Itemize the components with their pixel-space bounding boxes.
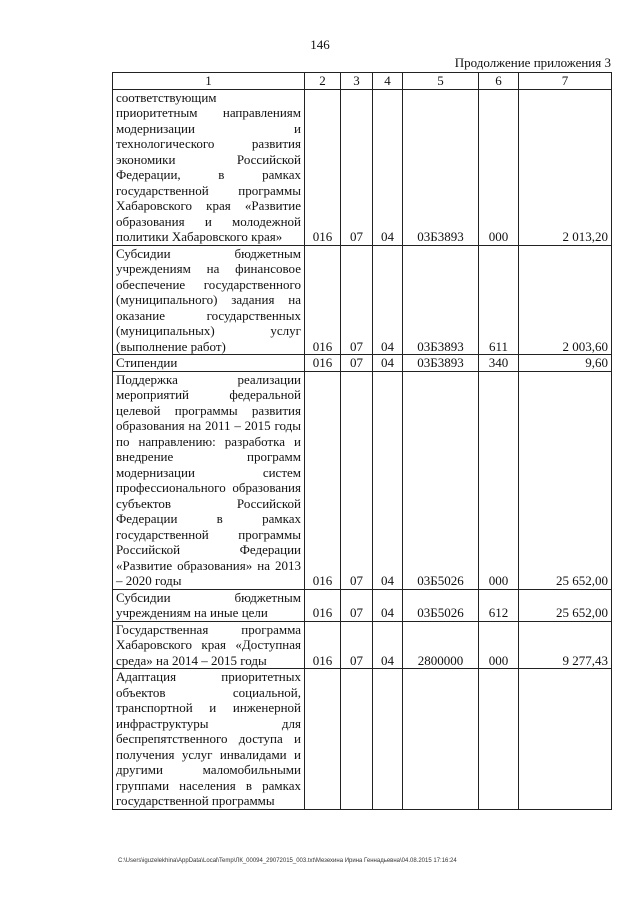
cell-code: 04 (373, 89, 403, 245)
cell-code: 000 (479, 621, 519, 669)
table-row (113, 371, 612, 589)
table-row (113, 669, 612, 810)
cell-code: 03Б3893 (403, 89, 479, 245)
cell-code: 07 (341, 89, 373, 245)
cell-code: 03Б3893 (403, 245, 479, 355)
cell-code: 000 (479, 371, 519, 589)
cell-sum: 2 013,20 (519, 89, 612, 245)
row-name: Поддержка реализации мероприятий федеральной целевой программы развития образования на 2011 – 2015 годы по направлению: разработка и внедрение программ модернизации систем профессионального образования субъектов Российской Федерации в рамках государственной программы Российской Федерации «Развитие образования» на 2013 – 2020 годы (113, 371, 305, 589)
cell-code: 07 (341, 245, 373, 355)
column-header: 6 (479, 73, 519, 90)
cell-sum: 25 652,00 (519, 589, 612, 621)
cell-code: 07 (341, 589, 373, 621)
file-path-footer: C:\Users\iguzelekhina\AppData\Local\Temp\ЛК_00094_29072015_003.txt\Мезехина Ирина Геннадьевна\04.08.2015 17:16:24 (118, 858, 457, 864)
cell-code: 2800000 (403, 621, 479, 669)
row-name: Государственная программа Хабаровского края «Доступная среда» на 2014 – 2015 годы (113, 621, 305, 669)
column-header: 7 (519, 73, 612, 90)
cell-code: 07 (341, 355, 373, 372)
cell-sum: 9,60 (519, 355, 612, 372)
table-row (113, 355, 612, 372)
row-name: Субсидии бюджетным учреждениям на финансовое обеспечение государственного (муниципального) задания на оказание государственных (муниципальных) услуг (выполнение работ) (113, 245, 305, 355)
column-header: 3 (341, 73, 373, 90)
cell-code (373, 669, 403, 810)
column-header: 2 (305, 73, 341, 90)
cell-code: 03Б5026 (403, 371, 479, 589)
cell-code: 000 (479, 89, 519, 245)
table-row (113, 589, 612, 621)
cell-code: 07 (341, 371, 373, 589)
cell-sum: 25 652,00 (519, 371, 612, 589)
cell-code: 611 (479, 245, 519, 355)
table-row (113, 89, 612, 245)
cell-code: 016 (305, 621, 341, 669)
row-name: Стипендии (113, 355, 305, 372)
column-header: 5 (403, 73, 479, 90)
cell-code (305, 669, 341, 810)
cell-sum: 9 277,43 (519, 621, 612, 669)
cell-code: 03Б3893 (403, 355, 479, 372)
cell-code: 016 (305, 355, 341, 372)
cell-code: 016 (305, 89, 341, 245)
table-row (113, 621, 612, 669)
cell-code (479, 669, 519, 810)
cell-code: 04 (373, 621, 403, 669)
cell-code: 016 (305, 371, 341, 589)
cell-code: 07 (341, 621, 373, 669)
cell-code: 03Б5026 (403, 589, 479, 621)
page-number: 146 (310, 37, 330, 52)
column-header: 1 (113, 73, 305, 90)
cell-code: 016 (305, 589, 341, 621)
cell-code: 04 (373, 245, 403, 355)
cell-sum: 2 003,60 (519, 245, 612, 355)
row-name: соответствующим приоритетным направлениям модернизации и технологического развития экономики Российской Федерации, в рамках государственной программы Хабаровского края «Развитие образования и молодежной политики Хабаровского края» (113, 89, 305, 245)
cell-code: 04 (373, 355, 403, 372)
cell-code: 340 (479, 355, 519, 372)
cell-code: 016 (305, 245, 341, 355)
cell-code: 04 (373, 589, 403, 621)
table-header-row (113, 73, 612, 90)
continuation-label: Продолжение приложения 3 (454, 55, 611, 70)
column-header: 4 (373, 73, 403, 90)
cell-code (403, 669, 479, 810)
cell-code: 04 (373, 371, 403, 589)
table-row (113, 245, 612, 355)
cell-sum (519, 669, 612, 810)
cell-code: 612 (479, 589, 519, 621)
row-name: Адаптация приоритетных объектов социальной, транспортной и инженерной инфраструктуры для беспрепятственного доступа и получения услуг инвалидами и другими маломобильными группами населения в рамках государственной программы (113, 669, 305, 810)
row-name: Субсидии бюджетным учреждениям на иные цели (113, 589, 305, 621)
budget-table (112, 72, 612, 810)
cell-code (341, 669, 373, 810)
